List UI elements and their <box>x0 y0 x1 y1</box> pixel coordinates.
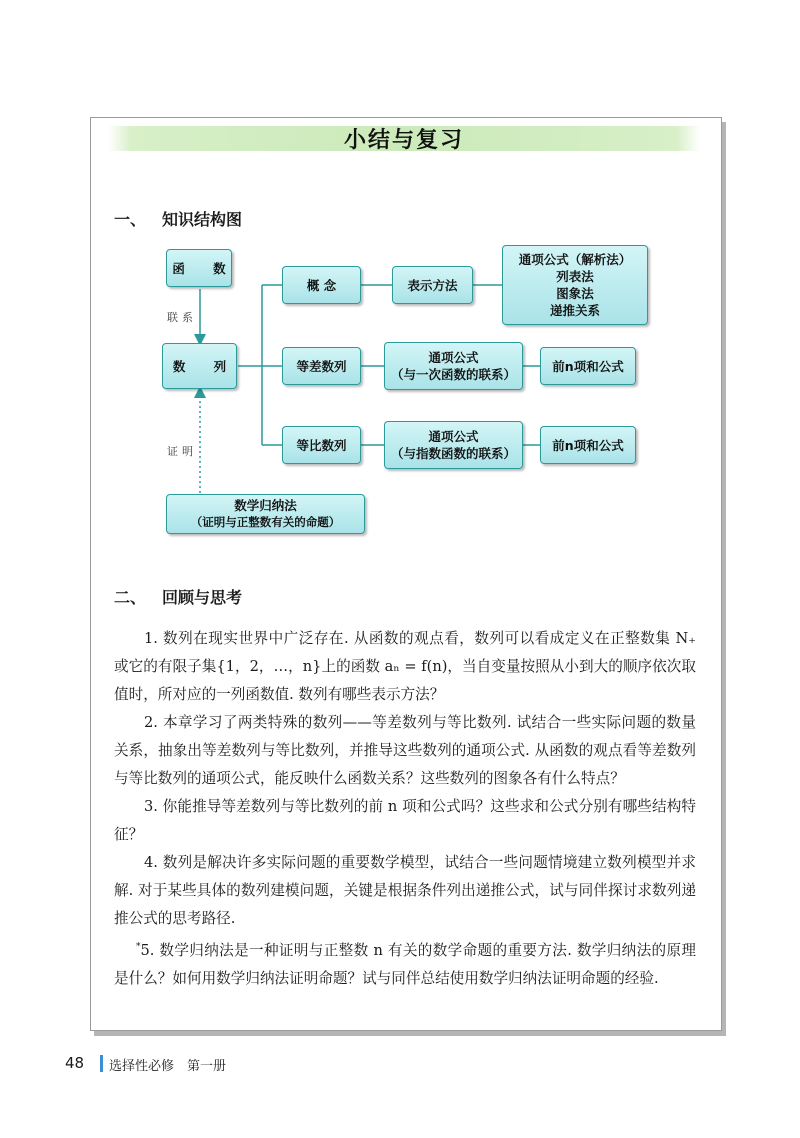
footer-divider <box>100 1055 103 1072</box>
page-number: 48 <box>65 1054 85 1072</box>
dengbi-sum-label: 前n项和公式 <box>552 437 624 453</box>
page-title: 小结与复习 <box>343 128 464 153</box>
dengbi-tongxiang-subtitle: （与指数函数的联系） <box>390 446 516 461</box>
zhengming-label: 证明 <box>167 445 197 458</box>
methods-box <box>502 245 648 325</box>
dengbi-tongxiang-box <box>384 421 523 469</box>
dengbi-box <box>282 426 361 464</box>
section-title: 知识结构图 <box>162 210 243 229</box>
dengcha-tongxiang-box <box>384 342 523 390</box>
method-item: 列表法 <box>556 269 594 284</box>
shulie-label: 数 列 <box>172 358 239 374</box>
dengbi-label: 等比数列 <box>296 437 347 453</box>
dengcha-sum-label: 前n项和公式 <box>552 358 624 374</box>
biaoshi-label: 表示方法 <box>407 277 458 293</box>
dengbi-tongxiang-title: 通项公式 <box>428 429 479 444</box>
dengcha-label: 等差数列 <box>296 358 347 374</box>
question-1: 1. 数列在现实世界中广泛存在. 从函数的观点看，数列可以看成定义在正整数集 N₊ 或它的有限子集{1，2，…，n}上的函数 aₙ = f(n)，当自变量按照从小到大的顺序依次取值时，所对应的一列函数值. 数列有哪些表示方法？ <box>114 630 696 703</box>
shulie-box <box>162 343 237 389</box>
section-number: 一、 <box>114 210 147 229</box>
question-5-wrapper <box>114 933 696 993</box>
dengbi-sum-box <box>540 426 636 464</box>
guina-subtitle: （证明与正整数有关的命题） <box>190 515 341 529</box>
biaoshi-box <box>392 266 473 304</box>
guina-box <box>166 494 365 534</box>
hanshu-box <box>166 249 238 287</box>
review-questions <box>114 625 696 993</box>
question-5: 5. 数学归纳法是一种证明与正整数 n 有关的数学命题的重要方法. 数学归纳法的原理是什么？如何用数学归纳法证明命题？试与同伴总结使用数学归纳法证明命题的经验. <box>114 941 696 987</box>
section-heading-2 <box>114 585 242 608</box>
gainian-label: 概 念 <box>306 277 337 293</box>
book-title: 选择性必修 第一册 <box>109 1059 227 1074</box>
method-item: 图象法 <box>556 286 594 301</box>
question-4: 4. 数列是解决许多实际问题的重要数学模型，试结合一些问题情境建立数列模型并求解. 对于某些具体的数列建模问题，关键是根据条件列出递推公式，试与同伴探讨求数列递推公式的思考路径. <box>114 854 696 927</box>
method-item: 递推关系 <box>549 303 600 318</box>
dengcha-box <box>282 347 361 385</box>
hanshu-label: 函 数 <box>172 260 238 276</box>
section-number: 二、 <box>114 588 147 607</box>
question-2: 2. 本章学习了两类特殊的数列——等差数列与等比数列. 试结合一些实际问题的数量关系，抽象出等差数列与等比数列，并推导这些数列的通项公式. 从函数的观点看等差数列与等比数列的通项公式，能反映什么函数关系？这些数列的图象各有什么特点？ <box>114 714 696 787</box>
gainian-box <box>282 266 361 304</box>
question-3: 3. 你能推导等差数列与等比数列的前 n 项和公式吗？这些求和公式分别有哪些结构特征？ <box>114 798 696 843</box>
method-item: 通项公式（解析法） <box>518 252 632 267</box>
section-title: 回顾与思考 <box>162 588 243 607</box>
guina-title: 数学归纳法 <box>234 498 297 513</box>
lianxi-label: 联系 <box>167 311 197 324</box>
optional-marker: * <box>136 942 141 952</box>
dengcha-tongxiang-title: 通项公式 <box>428 350 479 365</box>
dengcha-tongxiang-subtitle: （与一次函数的联系） <box>390 367 516 382</box>
dengcha-sum-box <box>540 347 636 385</box>
